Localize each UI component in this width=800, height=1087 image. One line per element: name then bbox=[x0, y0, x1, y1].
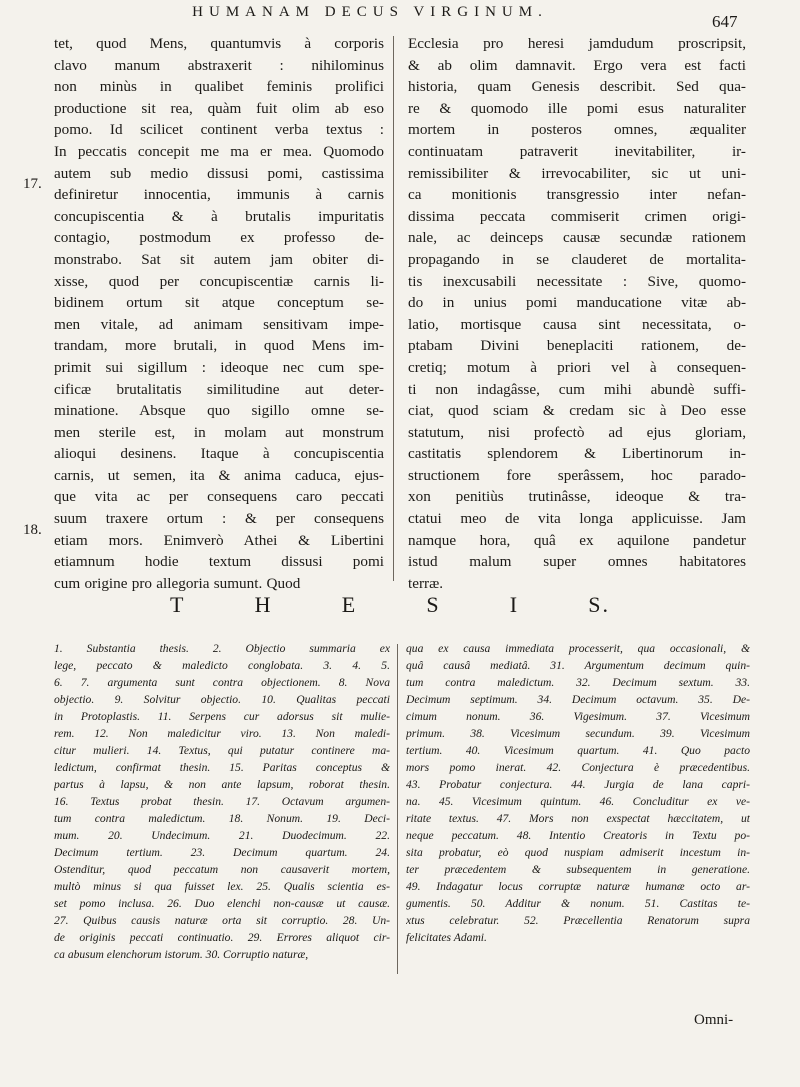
text-line: mortem in posteros omnes, æqualiter bbox=[408, 121, 746, 139]
summary-right-column bbox=[406, 640, 750, 946]
text-line: autem sub medio dissusi pomi, castissima bbox=[54, 164, 384, 182]
summary-left-column bbox=[54, 640, 390, 963]
summary-line: 1. Substantia thesis. 2. Objectio summaria ex bbox=[54, 642, 390, 655]
summary-line: mum. 20. Undecimum. 21. Duodecimum. 22. bbox=[54, 829, 390, 842]
text-line: ptabam Divini beneplaciti rationem, de- bbox=[408, 337, 746, 355]
text-line: terræ. bbox=[408, 574, 444, 592]
text-line: historia, quam Genesis describit. Sed qua- bbox=[408, 78, 746, 96]
thesis-heading-letter: H bbox=[254, 592, 273, 617]
text-line: namque hora, quâ ex aquilone pandetur bbox=[408, 531, 746, 549]
text-line: xisse, quod per concupiscentiæ carnis li- bbox=[54, 272, 384, 290]
text-line: non minùs in qualibet feminis prolifici bbox=[54, 78, 384, 96]
summary-line: neque peccatum. 48. Intentio Creatoris in Textu po- bbox=[406, 829, 750, 842]
summary-line: tum contra maledictum. 32. Decimum sextum. 33. bbox=[406, 676, 750, 689]
text-line: que vita ac per consequens caro peccati bbox=[54, 488, 384, 506]
summary-line: rem. 12. Non maledicitur viro. 13. Non maledi- bbox=[54, 727, 390, 740]
summary-line: felicitates Adami. bbox=[406, 931, 487, 944]
text-line: monstrabo. Sat sit autem jam obiter di- bbox=[54, 250, 384, 268]
text-line: tis inexcusabili necessitate : Sive, quomo- bbox=[408, 272, 746, 290]
summary-line: tum contra maledictum. 18. Nonum. 19. Deci- bbox=[54, 812, 390, 825]
text-line: etiamnum hodie textum dissusi pomi bbox=[54, 553, 384, 571]
summary-line: objectio. 9. Solvitur objectio. 10. Qualitas peccati bbox=[54, 693, 390, 706]
text-line: trandam, more brutali, in quod Mens im- bbox=[54, 337, 384, 355]
text-line: propagando in se clauderet de mortalita- bbox=[408, 250, 746, 268]
catchword: Omni- bbox=[694, 1012, 734, 1028]
text-line: & ab olim damnavit. Ergo vera est facti bbox=[408, 56, 746, 74]
page-number: 647 bbox=[712, 12, 738, 31]
text-line: pomo. Id scilicet continent verba textus : bbox=[54, 121, 384, 139]
summary-line: xtus celebratur. 52. Præcellentia Renatorum supra bbox=[406, 914, 750, 927]
summary-line: 16. Textus probat thesin. 17. Octavum argumen- bbox=[54, 795, 390, 808]
main-text-left-column bbox=[54, 33, 384, 594]
text-line: carnis, ut semen, ita & anima caduca, ejus- bbox=[54, 466, 384, 484]
summary-line: Decimum septimum. 34. Decimum octavum. 35. De- bbox=[406, 693, 750, 706]
text-line: re & quomodo ille pomi esus naturaliter bbox=[408, 99, 746, 117]
text-line: definiretur innocentia, immunis à carnis bbox=[54, 186, 384, 204]
summary-line: set pomo inclusa. 26. Duo elenchi non-causæ ut causæ. bbox=[54, 897, 390, 910]
summary-line: sita probatur, eò quod nuspiam admiserit incestum in- bbox=[406, 846, 750, 859]
text-line: dissima peccata commiserit crimen origi- bbox=[408, 207, 746, 225]
text-line: nale, ac deinceps causæ secundæ rationem bbox=[408, 229, 746, 247]
summary-line: 27. Quibus causis naturæ orta sit corruptio. 28. Un- bbox=[54, 914, 390, 927]
text-line: bidinem ortum sit atque conceptum se- bbox=[54, 294, 384, 312]
text-line: In peccatis concepit me ma er mea. Quomodo bbox=[54, 142, 384, 160]
summary-line: Decimum tertium. 23. Decimum quartum. 24. bbox=[54, 846, 390, 859]
thesis-heading-letter: E bbox=[341, 592, 358, 617]
text-line: men vitale, ad animam sensitivam impe- bbox=[54, 315, 384, 333]
summary-line: primum. 38. Vicesimum secundum. 39. Vicesimum bbox=[406, 727, 750, 740]
text-line: continuatam patraverit inevitabiliter, ir- bbox=[408, 142, 746, 160]
summary-line: 49. Indagatur locus corruptæ naturæ humanæ octo ar- bbox=[406, 880, 750, 893]
text-line: ti non indagâsse, cum mihi abundè suffi- bbox=[408, 380, 746, 398]
summary-line: 43. Probatur conjectura. 44. Jurgia de lana capri- bbox=[406, 778, 750, 791]
margin-number: 17. bbox=[23, 176, 42, 192]
summary-column-divider bbox=[397, 644, 398, 974]
text-line: castitatis splendorem & Libertinorum in- bbox=[408, 445, 746, 463]
text-line: xon penitiùs trutinâsse, ideoque & tra- bbox=[408, 488, 746, 506]
text-line: structionem fore sperâssem, hoc parado- bbox=[408, 466, 746, 484]
summary-line: in Protoplastis. 11. Serpens cur adorsus sit mulie- bbox=[54, 710, 390, 723]
text-line: latio, mortisque causa sint necessitata, o- bbox=[408, 315, 746, 333]
thesis-heading-letter: I bbox=[509, 592, 520, 617]
text-line: remissibiliter & irrevocabiliter, sic ut uni- bbox=[408, 164, 746, 182]
summary-line: na. 45. Vicesimum quintum. 46. Concluditur ex ve- bbox=[406, 795, 750, 808]
margin-number: 18. bbox=[23, 522, 42, 538]
summary-line: citur mulieri. 14. Textus, qui putatur continere ma- bbox=[54, 744, 390, 757]
summary-line: mors pomo inerat. 42. Conjectura è præcedentibus. bbox=[406, 761, 750, 774]
summary-line: ritate textus. 47. Mors non exspectat hæccitatem, ut bbox=[406, 812, 750, 825]
thesis-heading-letter: S. bbox=[588, 592, 610, 617]
text-line: alioqui desinens. Itaque à concupiscentia bbox=[54, 445, 384, 463]
thesis-heading-letter: T bbox=[170, 592, 186, 617]
summary-line: ledictum, confirmat thesin. 15. Paritas conceptus & bbox=[54, 761, 390, 774]
summary-line: de originis peccati continuatio. 29. Errores aliquot cir- bbox=[54, 931, 390, 944]
running-head: HUMANAM DECUS VIRGINUM. bbox=[192, 4, 548, 20]
summary-line: lege, peccato & maledicto conglobata. 3. 4. 5. bbox=[54, 659, 390, 672]
column-divider bbox=[393, 36, 394, 581]
text-line: ctatui meo de vita longa applicuisse. Jam bbox=[408, 510, 746, 528]
summary-line: Ostenditur, quod peccatum non causaverit mortem, bbox=[54, 863, 390, 876]
text-line: istud malum super omnes habitatores bbox=[408, 553, 746, 571]
text-line: Ecclesia pro heresi jamdudum proscripsit, bbox=[408, 35, 746, 52]
thesis-heading bbox=[170, 592, 610, 618]
thesis-heading-letter: S bbox=[426, 592, 441, 617]
main-text-right-column bbox=[408, 33, 746, 594]
text-line: clavo manum abstraxerit : nihilominus bbox=[54, 56, 384, 74]
summary-line: qua ex causa immediata processerit, qua occasionali, & bbox=[406, 642, 750, 655]
text-line: minatione. Absque quo sigillo omne se- bbox=[54, 402, 384, 420]
text-line: men sterile est, in molam aut monstrum bbox=[54, 423, 384, 441]
text-line: concupiscentia & à brutalis impuritatis bbox=[54, 207, 384, 225]
text-line: cum origine pro allegoria sumunt. Quod bbox=[54, 574, 301, 592]
text-line: cificæ brutalitatis similitudine aut deter- bbox=[54, 380, 384, 398]
text-line: etiam mors. Enimverò Athei & Libertini bbox=[54, 531, 384, 549]
text-line: productione sit rea, quàm fuit olim ab eso bbox=[54, 99, 384, 117]
summary-line: ca abusum elenchorum istorum. 30. Corruptio naturæ, bbox=[54, 948, 309, 961]
summary-line: gumentis. 50. Additur & nonum. 51. Castitas te- bbox=[406, 897, 750, 910]
text-line: statutum, nisi profectò ad ejus gloriam, bbox=[408, 423, 746, 441]
summary-line: cimum nonum. 36. Vigesimum. 37. Vicesimum bbox=[406, 710, 750, 723]
text-line: contagio, postmodum ex professo de- bbox=[54, 229, 384, 247]
summary-line: 6. 7. argumenta sunt contra objectionem. 8. Nova bbox=[54, 676, 390, 689]
summary-line: partus à lapsu, & non ante lapsum, roborat thesin. bbox=[54, 778, 390, 791]
text-line: ciat, quod sciam & credam sic à Deo esse bbox=[408, 402, 746, 420]
summary-line: tertium. 40. Vicesimum quartum. 41. Quo pacto bbox=[406, 744, 750, 757]
text-line: tet, quod Mens, quantumvis à corporis bbox=[54, 35, 384, 52]
text-line: cretiq; motum à priori vel à consequen- bbox=[408, 358, 746, 376]
summary-line: quâ causâ mediatâ. 31. Argumentum decimum quin- bbox=[406, 659, 750, 672]
text-line: primit sui sigillum : ideoque nec cum spe- bbox=[54, 358, 384, 376]
text-line: suum traxere ortum : & per consequens bbox=[54, 510, 384, 528]
text-line: ca monitionis transgressio inter nefan- bbox=[408, 186, 746, 204]
summary-line: multò minus si qua fuisset lex. 25. Qualis scientia es- bbox=[54, 880, 390, 893]
text-line: do in unius pomi manducatione vitæ ab- bbox=[408, 294, 746, 312]
summary-line: ter præcedentem & subsequentem in generatione. bbox=[406, 863, 750, 876]
